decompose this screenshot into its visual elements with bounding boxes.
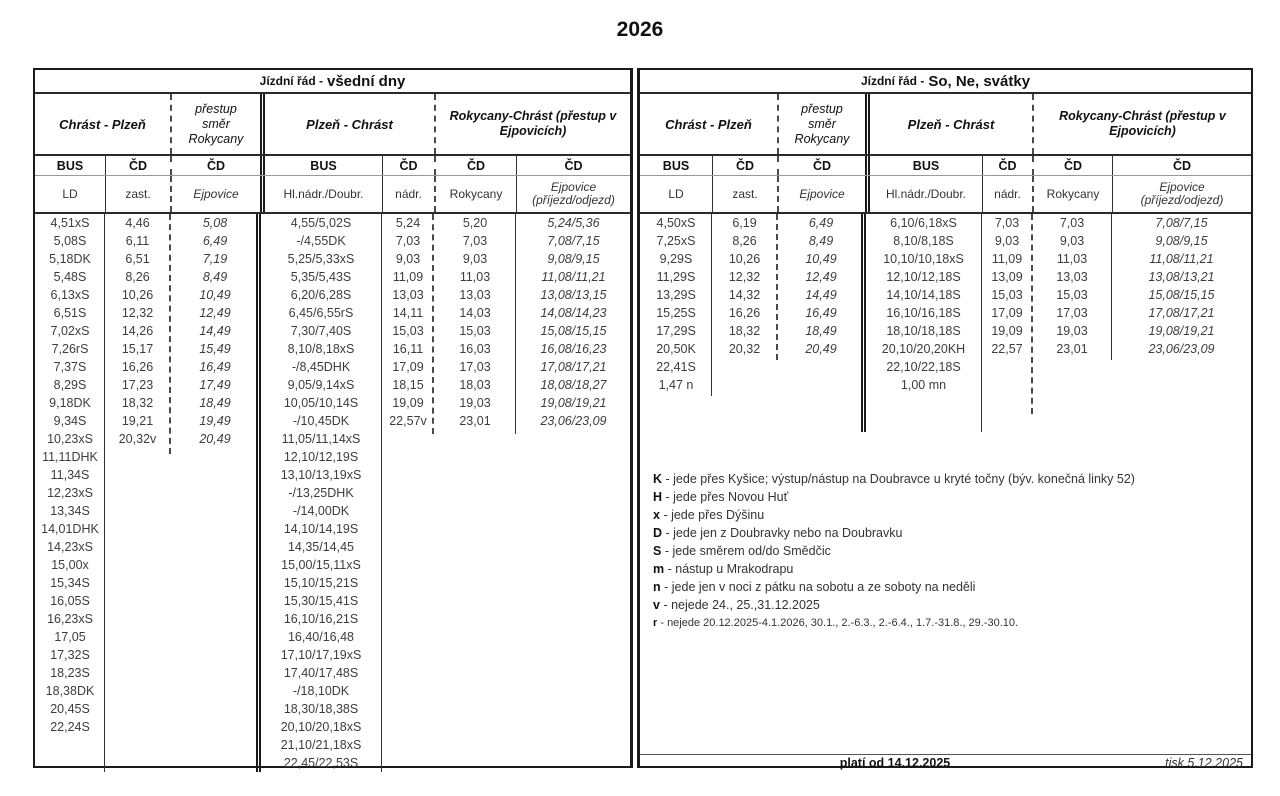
carrier-bus: BUS (662, 158, 690, 173)
time-cell: 22,10/22,18S (886, 360, 961, 374)
time-cell: 15,03 (991, 288, 1023, 302)
weekday-cd-zast-times (105, 214, 170, 448)
time-cell: 8,49 (808, 234, 834, 248)
time-cell: 15,03 (459, 324, 491, 338)
time-cell: -/13,25DHK (288, 486, 354, 500)
legend-item (653, 542, 1243, 560)
time-cell: 6,13xS (50, 288, 90, 302)
time-cell: 4,46 (125, 216, 150, 230)
time-cell: 5,48S (53, 270, 87, 284)
time-cell: 19,09 (991, 324, 1023, 338)
time-cell: 5,20 (462, 216, 488, 230)
legend-key: D (653, 526, 663, 540)
weekend-carrier-row (640, 156, 1251, 176)
carrier-cd: ČD (982, 156, 1032, 175)
time-cell: 18,38DK (45, 684, 95, 698)
legend-text: - jede jen v noci z pátku na sobotu a ze soboty na neděli (664, 580, 976, 594)
valid-from-date: platí od 14.12.2025 (839, 756, 951, 770)
legend (653, 470, 1243, 632)
section-chrast-plzen: Chrást - Plzeň (59, 116, 146, 132)
weekday-cd-nadr-times (382, 214, 434, 430)
time-cell: 7,03 (395, 234, 421, 248)
time-cell: 9,18DK (49, 396, 91, 410)
time-cell: 11,11DHK (42, 450, 98, 464)
legend-text: - nejede 20.12.2025-4.1.2026, 30.1., 2.-6.3., 2.-6.4., 1.7.-31.8., 29.-30.10. (660, 617, 1019, 629)
time-cell: 16,49 (199, 360, 231, 374)
time-cell: 16,08/16,23 (540, 342, 607, 356)
time-cell: 23,01 (1056, 342, 1088, 356)
time-cell: 10,49 (199, 288, 231, 302)
legend-key: v (653, 598, 660, 612)
time-cell: 9,03 (1059, 234, 1085, 248)
time-cell: 13,03 (392, 288, 424, 302)
time-cell: 20,32 (728, 342, 761, 356)
time-cell: 18,08/18,27 (540, 378, 607, 392)
time-cell: -/14,00DK (292, 504, 350, 518)
section-rokycany-chrast: Rokycany-Chrást (přestup v Ejpovicích) (1032, 94, 1251, 154)
time-cell: 16,23xS (47, 612, 93, 626)
time-cell: 12,49 (805, 270, 837, 284)
time-cell: 14,26 (121, 324, 154, 338)
time-cell: 18,49 (199, 396, 231, 410)
time-cell: 7,19 (202, 252, 228, 266)
time-cell: 15,10/15,21S (283, 576, 359, 590)
time-cell: 16,05S (50, 594, 90, 608)
section-plzen-chrast: Plzeň - Chrást (865, 94, 1032, 154)
time-cell: 23,06/23,09 (540, 414, 607, 428)
time-cell: -/10,45DK (292, 414, 350, 428)
time-cell: 6,51S (53, 306, 87, 320)
time-cell: 20,32v (118, 432, 157, 446)
time-cell: 14,08/14,23 (540, 306, 607, 320)
time-cell: 7,26rS (51, 342, 89, 356)
carrier-cd: ČD (777, 156, 865, 175)
weekday-bus-hlnadr-times (260, 214, 382, 772)
legend-item (653, 560, 1243, 578)
time-cell: 15,34S (50, 576, 90, 590)
time-cell: 10,05/10,14S (283, 396, 359, 410)
time-cell: 9,03 (395, 252, 421, 266)
time-cell: 7,03 (1059, 216, 1085, 230)
stop-hlnadr-doubr: Hl.nádr./Doubr. (260, 176, 382, 212)
weekend-stop-row (640, 176, 1251, 214)
time-cell: 4,51xS (50, 216, 90, 230)
stop-ld: LD (62, 186, 78, 201)
legend-item (653, 596, 1243, 614)
time-cell: 6,11 (125, 234, 150, 248)
time-cell: 17,49 (199, 378, 231, 392)
caption-days: So, Ne, svátky (928, 72, 1031, 90)
carrier-cd: ČD (516, 156, 630, 175)
time-cell: 1,47 n (658, 378, 694, 392)
time-cell: 8,10/8,18S (893, 234, 954, 248)
year-title: 2026 (616, 18, 664, 41)
time-cell: 14,01DHK (41, 522, 99, 536)
time-cell: 22,57v (389, 414, 427, 428)
legend-text: - jede směrem od/do Smědčic (664, 544, 831, 558)
weekend-cd-ejpovice-arr-times (1112, 214, 1251, 358)
time-cell: 17,29S (656, 324, 696, 338)
time-cell: 16,10/16,21S (283, 612, 359, 626)
time-cell: 7,03 (462, 234, 488, 248)
time-cell: 15,17 (121, 342, 154, 356)
legend-item (653, 470, 1243, 488)
time-cell: -/8,45DHK (291, 360, 351, 374)
time-cell: 17,03 (1056, 306, 1088, 320)
time-cell: 13,03 (459, 288, 491, 302)
time-cell: 14,35/14,45 (287, 540, 355, 554)
legend-text: - jede jen z Doubravky nebo na Doubravku (665, 526, 903, 540)
time-cell: 12,32 (121, 306, 154, 320)
legend-text: - jede přes Novou Huť (665, 490, 789, 504)
time-cell: 13,10/13,19xS (280, 468, 362, 482)
time-cell: 11,34S (50, 468, 90, 482)
time-cell: 5,08S (53, 234, 87, 248)
time-cell: 15,08/15,15 (1148, 288, 1215, 302)
time-cell: 14,32 (728, 288, 761, 302)
carrier-cd: ČD (382, 156, 434, 175)
time-cell: 19,21 (121, 414, 154, 428)
weekend-cd-zast-times (712, 214, 777, 358)
time-cell: 10,10/10,18xS (883, 252, 964, 266)
section-chrast-plzen: Chrást - Plzeň (665, 116, 752, 132)
time-cell: 19,03 (459, 396, 491, 410)
time-cell: 16,26 (728, 306, 761, 320)
time-cell: 19,09 (392, 396, 424, 410)
print-date: tisk 5.12.2025 (1165, 756, 1243, 770)
time-cell: 6,10/6,18xS (890, 216, 957, 230)
time-cell: 6,45/6,55rS (288, 306, 354, 320)
time-cell: 19,49 (199, 414, 231, 428)
carrier-cd: ČD (105, 156, 170, 175)
stop-hlnadr-doubr: Hl.nádr./Doubr. (865, 176, 982, 212)
time-cell: 11,08/11,21 (541, 270, 606, 284)
time-cell: 20,49 (805, 342, 837, 356)
weekend-cd-nadr-times (982, 214, 1032, 358)
weekday-carrier-row (35, 156, 630, 176)
time-cell: 18,49 (805, 324, 837, 338)
weekend-table (637, 68, 1253, 768)
time-cell: 9,05/9,14xS (287, 378, 355, 392)
time-cell: 6,49 (202, 234, 228, 248)
time-cell: 11,29S (656, 270, 696, 284)
stop-zast: zast. (712, 176, 777, 212)
time-cell: 10,49 (805, 252, 837, 266)
stop-ejpovice: Ejpovice (170, 176, 260, 212)
time-cell: 17,10/17,19xS (280, 648, 362, 662)
stop-ld: LD (668, 186, 684, 201)
legend-text: - jede přes Kyšice; výstup/nástup na Doubravce u kryté točny (býv. konečná linky 52) (665, 472, 1135, 486)
time-cell: 17,40/17,48S (283, 666, 359, 680)
legend-text: - nejede 24., 25.,31.12.2025 (663, 598, 820, 612)
legend-key: n (653, 580, 661, 594)
time-cell: 17,32S (50, 648, 90, 662)
time-cell: 8,26 (125, 270, 150, 284)
carrier-bus: BUS (865, 156, 982, 175)
time-cell: 20,10/20,20KH (881, 342, 966, 356)
time-cell: 13,34S (50, 504, 90, 518)
time-cell: 1,00 mn (900, 378, 947, 392)
time-cell: 15,00/15,11xS (281, 558, 361, 572)
time-cell: 13,08/13,15 (540, 288, 607, 302)
time-cell: 14,10/14,18S (886, 288, 961, 302)
time-cell: 20,49 (199, 432, 231, 446)
time-cell: 17,05 (54, 630, 86, 644)
section-plzen-chrast: Plzeň - Chrást (260, 94, 434, 154)
time-cell: 14,49 (805, 288, 837, 302)
time-cell: 7,25xS (656, 234, 696, 248)
time-cell: 13,29S (656, 288, 696, 302)
time-cell: 16,40/16,48 (287, 630, 355, 644)
carrier-cd: ČD (434, 156, 516, 175)
legend-key: m (653, 562, 665, 576)
legend-key: H (653, 490, 663, 504)
time-cell: 7,02xS (50, 324, 90, 338)
caption-prefix: Jízdní řád - (860, 74, 925, 88)
time-cell: 5,25/5,33xS (287, 252, 355, 266)
time-cell: -/18,10DK (292, 684, 350, 698)
time-cell: 16,49 (805, 306, 837, 320)
carrier-bus: BUS (56, 158, 84, 173)
time-cell: 17,08/17,21 (1148, 306, 1215, 320)
time-cell: 9,29S (659, 252, 693, 266)
time-cell: 10,26 (728, 252, 761, 266)
time-cell: 13,08/13,21 (1148, 270, 1215, 284)
time-cell: 11,09 (991, 252, 1023, 266)
time-cell: 10,26 (121, 288, 154, 302)
time-cell: 17,09 (392, 360, 424, 374)
time-cell: 20,45S (50, 702, 90, 716)
legend-key: S (653, 544, 662, 558)
time-cell: 19,03 (1056, 324, 1088, 338)
legend-key: K (653, 472, 663, 486)
stop-rokycany: Rokycany (1032, 176, 1112, 212)
carrier-cd: ČD (170, 156, 260, 175)
time-cell: 11,03 (1056, 252, 1088, 266)
time-cell: 12,10/12,18S (886, 270, 961, 284)
footer-row (640, 754, 1251, 772)
time-cell: 9,03 (994, 234, 1020, 248)
section-prestup-smer-rokycany: přestup směr Rokycany (777, 94, 865, 154)
weekday-caption (35, 70, 630, 94)
caption-prefix: Jízdní řád - (259, 74, 323, 88)
time-cell: 7,08/7,15 (1155, 216, 1208, 230)
time-cell: 9,03 (462, 252, 488, 266)
time-cell: 13,09 (991, 270, 1023, 284)
time-cell: 16,10/16,18S (886, 306, 961, 320)
weekday-data-area (35, 214, 630, 772)
weekday-bus-ld-times (35, 214, 105, 736)
time-cell: 15,49 (199, 342, 231, 356)
time-cell: 14,49 (199, 324, 231, 338)
time-cell: 11,05/11,14xS (281, 432, 361, 446)
time-cell: 15,25S (656, 306, 696, 320)
carrier-cd: ČD (1032, 156, 1112, 175)
time-cell: 16,03 (459, 342, 491, 356)
time-cell: 20,50K (656, 342, 696, 356)
time-cell: 16,26 (121, 360, 154, 374)
time-cell: 5,24/5,36 (547, 216, 600, 230)
time-cell: 23,01 (459, 414, 491, 428)
time-cell: 6,20/6,28S (290, 288, 352, 302)
time-cell: 18,32 (121, 396, 154, 410)
time-cell: 17,03 (459, 360, 491, 374)
time-cell: 15,00x (51, 558, 89, 572)
time-cell: 19,08/19,21 (1148, 324, 1215, 338)
time-cell: 11,03 (459, 270, 491, 284)
stop-nadr: nádr. (982, 176, 1032, 212)
time-cell: 7,03 (994, 216, 1020, 230)
weekend-section-header-row (640, 94, 1251, 156)
weekday-cd-ejpovice-times (170, 214, 260, 448)
time-cell: 4,50xS (656, 216, 696, 230)
time-cell: 6,51 (125, 252, 150, 266)
time-cell: 18,23S (50, 666, 90, 680)
stop-ejpovice-arr-dep: Ejpovice (příjezd/odjezd) (1112, 176, 1251, 212)
legend-item (653, 506, 1243, 524)
time-cell: 9,34S (53, 414, 87, 428)
time-cell: 8,26 (732, 234, 757, 248)
stop-ejpovice: Ejpovice (777, 176, 865, 212)
time-cell: 7,37S (53, 360, 87, 374)
time-cell: 13,03 (1056, 270, 1088, 284)
carrier-cd: ČD (1112, 156, 1251, 175)
section-prestup-smer-rokycany: přestup směr Rokycany (170, 94, 260, 154)
legend-item (653, 488, 1243, 506)
time-cell: 5,08 (202, 216, 228, 230)
time-cell: 7,30/7,40S (290, 324, 352, 338)
time-cell: 14,10/14,19S (283, 522, 359, 536)
timetable-tables (33, 68, 1253, 768)
time-cell: 6,49 (808, 216, 834, 230)
time-cell: 5,18DK (49, 252, 91, 266)
carrier-bus: BUS (260, 156, 382, 175)
section-rokycany-chrast: Rokycany-Chrást (přestup v Ejpovicích) (434, 94, 630, 154)
weekday-cd-rokycany-times (434, 214, 516, 430)
weekend-cd-rokycany-times (1032, 214, 1112, 358)
caption-days: všední dny (326, 72, 406, 90)
time-cell: 17,08/17,21 (540, 360, 607, 374)
time-cell: 10,23xS (47, 432, 93, 446)
time-cell: 6,19 (732, 216, 757, 230)
time-cell: -/4,55DK (296, 234, 346, 248)
time-cell: 18,10/18,18S (886, 324, 961, 338)
time-cell: 8,49 (202, 270, 228, 284)
time-cell: 22,57 (991, 342, 1023, 356)
time-cell: 11,09 (392, 270, 424, 284)
time-cell: 15,03 (392, 324, 424, 338)
time-cell: 17,23 (121, 378, 154, 392)
weekday-section-header-row (35, 94, 630, 156)
time-cell: 12,49 (199, 306, 231, 320)
weekday-cd-ejpovice-arr-times (516, 214, 631, 430)
legend-key: x (653, 508, 660, 522)
time-cell: 22,24S (50, 720, 90, 734)
time-cell: 9,08/9,15 (547, 252, 600, 266)
time-cell: 15,30/15,41S (283, 594, 359, 608)
legend-text: - jede přes Dýšinu (663, 508, 765, 522)
time-cell: 14,03 (459, 306, 491, 320)
time-cell: 18,32 (728, 324, 761, 338)
stop-rokycany: Rokycany (434, 176, 516, 212)
stop-ejpovice-arr-dep: Ejpovice (příjezd/odjezd) (516, 176, 630, 212)
time-cell: 19,08/19,21 (540, 396, 607, 410)
weekday-table (33, 68, 633, 768)
legend-item (653, 614, 1243, 632)
time-cell: 15,03 (1056, 288, 1088, 302)
time-cell: 22,41S (656, 360, 696, 374)
weekend-bus-ld-times (640, 214, 712, 394)
weekday-stop-row (35, 176, 630, 214)
time-cell: 11,08/11,21 (1149, 252, 1214, 266)
time-cell: 21,10/21,18xS (280, 738, 362, 752)
time-cell: 15,08/15,15 (540, 324, 607, 338)
time-cell: 8,29S (53, 378, 87, 392)
stop-zast: zast. (105, 176, 170, 212)
stop-nadr: nádr. (382, 176, 434, 212)
weekend-data-area (640, 214, 1251, 772)
time-cell: 12,32 (728, 270, 761, 284)
time-cell: 23,06/23,09 (1148, 342, 1215, 356)
time-cell: 12,10/12,19S (283, 450, 359, 464)
time-cell: 9,08/9,15 (1155, 234, 1208, 248)
time-cell: 4,55/5,02S (290, 216, 352, 230)
time-cell: 7,08/7,15 (547, 234, 600, 248)
time-cell: 5,24 (395, 216, 421, 230)
weekend-cd-ejpovice-times (777, 214, 865, 358)
time-cell: 20,10/20,18xS (280, 720, 362, 734)
time-cell: 12,23xS (47, 486, 93, 500)
time-cell: 22,45/22,53S (283, 756, 359, 770)
time-cell: 18,30/18,38S (283, 702, 359, 716)
time-cell: 14,23xS (47, 540, 93, 554)
time-cell: 18,03 (459, 378, 491, 392)
time-cell: 8,10/8,18xS (287, 342, 355, 356)
legend-key: r (653, 617, 658, 629)
legend-text: - nástup u Mrakodrapu (667, 562, 794, 576)
time-cell: 5,35/5,43S (290, 270, 352, 284)
weekend-caption (640, 70, 1251, 94)
time-cell: 17,09 (991, 306, 1023, 320)
legend-item (653, 578, 1243, 596)
time-cell: 14,11 (392, 306, 424, 320)
weekend-bus-hlnadr-times (865, 214, 982, 394)
legend-item (653, 524, 1243, 542)
time-cell: 16,11 (392, 342, 424, 356)
carrier-cd: ČD (712, 156, 777, 175)
time-cell: 18,15 (392, 378, 424, 392)
